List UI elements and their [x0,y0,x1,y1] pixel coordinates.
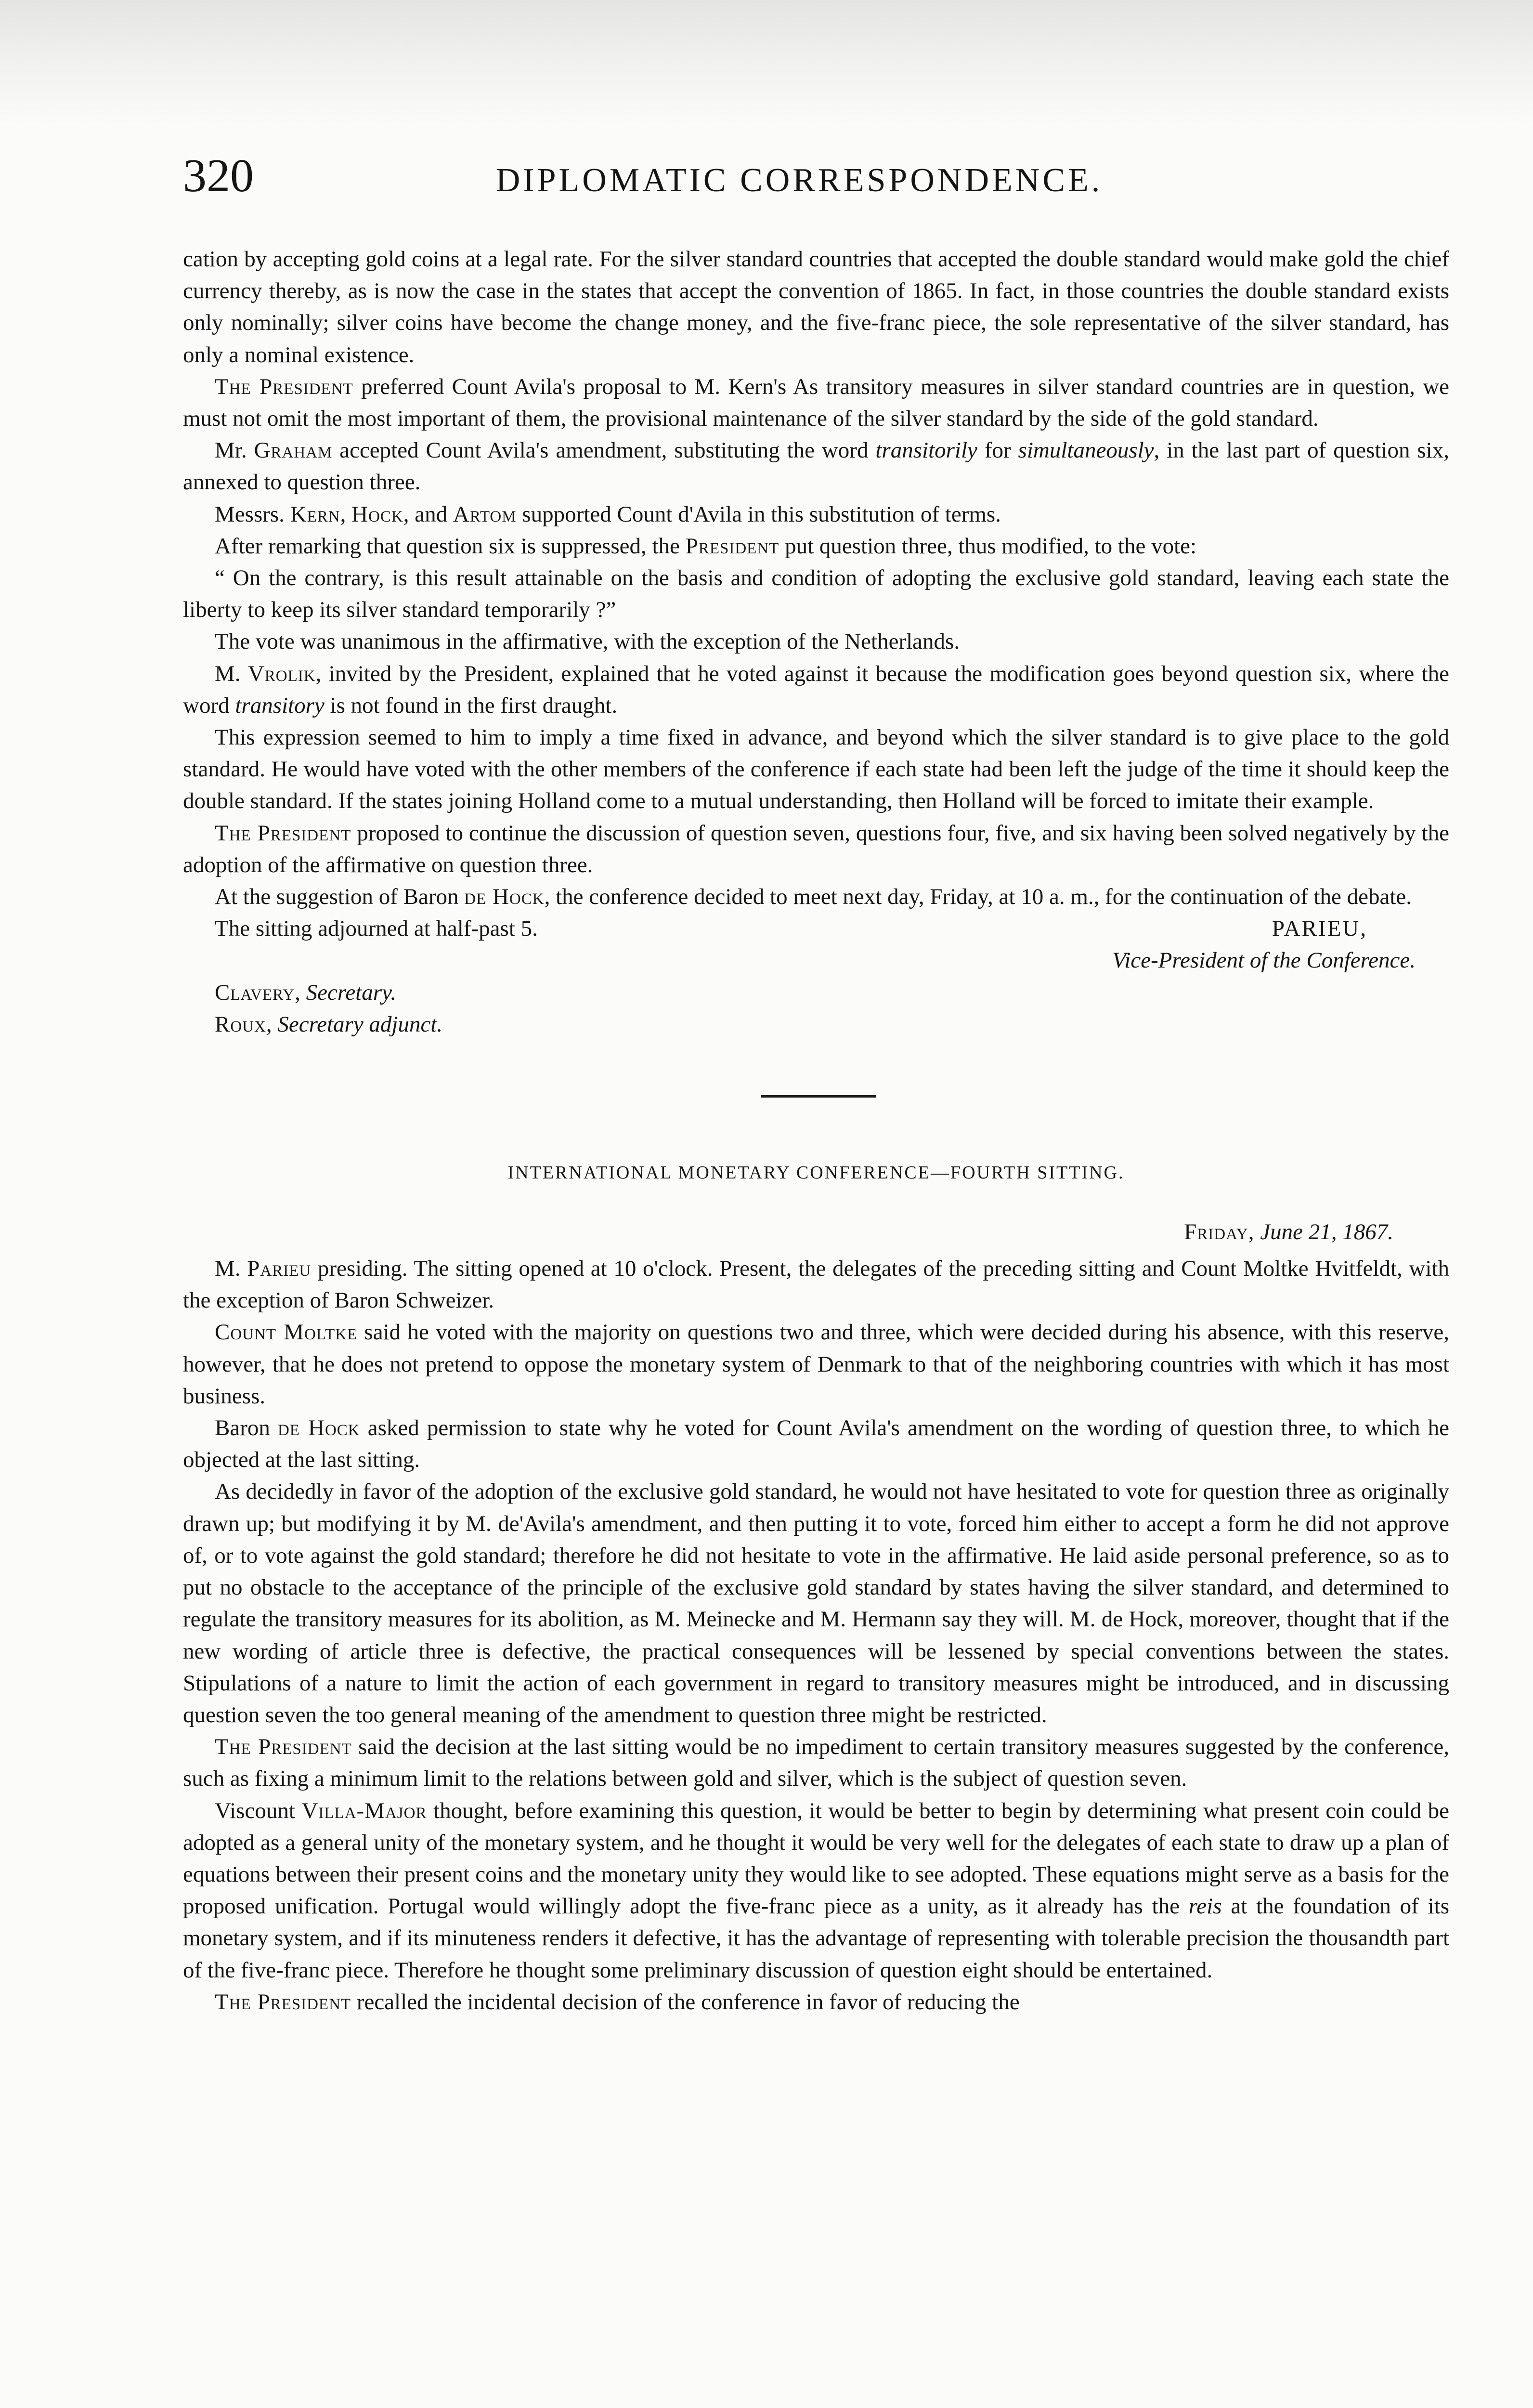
emphasis-word: transitory [235,693,325,718]
scan-margin-shadow [0,0,1533,125]
speaker-name: The President [215,820,351,846]
speaker-name: President [685,533,779,559]
paragraph-exclusive-gold: As decidedly in favor of the adoption of the exclusive gold standard, he would not have hesitated to vote for question three as originally drawn up; but modifying it by M. de'Avila's amendment, and then putting it to vote, forced him either to accept a form he did not approve of, or to vote against the gold standard; therefore he did not hesitate to vote in the affirmative. He laid aside personal preference, so as to put no obstacle to the acceptance of the principle of the exclusive gold standard by states having the silver standard, and determined to regulate the transitory measures for its abolition, as M. Meinecke and M. Hermann say they will. M. de Hock, moreover, thought that if the new wording of article three is defective, the practical consequences will be lessened by special conventions between the states. Stipulations of a nature to limit the action of each government in regard to transitory measures might be introduced, and in discussing question seven the too general meaning of the amendment to question three might be restricted. [183,1479,1449,1727]
running-title: DIPLOMATIC CORRESPONDENCE. [495,162,1103,199]
speaker-name: Villa-Major [301,1798,427,1823]
speaker-name: The President [215,374,353,399]
speaker-name: Count Moltke [215,1320,358,1345]
speaker-name: The President [215,1989,351,2015]
signature-role: Vice-President of the Conference. [1112,948,1416,973]
signature-name: PARIEU, [1272,916,1367,942]
paragraph-opening: M. Parieu presiding. The sitting opened at 10 o'clock. Present, the delegates of the preceding sitting and Count Moltke Hvitfeldt, with the exception of Baron Schweizer. [183,1256,1449,1313]
paragraph-villa-major: Viscount Villa-Major thought, before examining this question, it would be better to begin by determining what present coin could be adopted as a general unity of the monetary system, and he thought it would be very well for the delegates of each state to draw up a plan of equations between their present coins and the monetary unity they would like to see adopted. These equations might serve as a basis for the proposed unification. Portugal would willingly adopt the five-franc piece as a unity, as it already has the reis at the foundation of its monetary system, and if its minuteness renders it defective, it has the advantage of representing with tolerable precision the thousandth part of the five-franc piece. Therefore he thought some preliminary discussion of question eight should be entertained. [183,1798,1450,1983]
speaker-name: Parieu [247,1256,312,1282]
paragraph-vote-result: The vote was unanimous in the affirmative, with the exception of the Netherlands. [215,629,960,654]
paragraph-next-meeting: At the suggestion of Baron de Hock, the conference decided to meet next day, Friday, at 10 a. m., for the continuation of the debate. [215,884,1412,910]
paragraph-de-hock: Baron de Hock asked permission to state why he voted for Count Avila's amendment on the wording of question three, to which he objected at the last sitting. [183,1415,1449,1473]
paragraph-question-three-vote: After remarking that question six is suppressed, the President put question three, thus modified, to the vote: [215,533,1197,559]
secretary-title: Secretary. [306,980,397,1005]
divider-rule [761,1095,876,1098]
paragraph-question-seven: The President proposed to continue the discussion of question seven, questions four, five, and six having been solved negatively by the adoption of the affirmative on question three. [183,820,1449,877]
date-rest: June 21, 1867. [1260,1219,1393,1245]
page-number: 320 [183,150,254,202]
section-heading: INTERNATIONAL MONETARY CONFERENCE—FOURTH SITTING. [507,1163,1125,1183]
secretary-adjunct-title: Secretary adjunct. [277,1011,443,1037]
secretary-name: Clavery [215,980,295,1005]
adjournment-line [183,913,1449,944]
speaker-name: de Hock [277,1415,360,1441]
paragraph-president-decision: The President said the decision at the last sitting would be no impediment to certain transitory measures suggested by the conference, such as fixing a minimum limit to the relations between gold and silver, which is the subject of question seven. [183,1734,1449,1792]
secretary-line: Clavery, Secretary. [215,980,397,1005]
dateline [183,1216,1449,1253]
emphasis-word: simultaneously [1018,438,1154,463]
date-day: Friday, [1184,1219,1255,1245]
body-text [183,243,1449,2018]
speaker-name: The President [215,1734,352,1760]
paragraph-expression: This expression seemed to him to imply a time fixed in advance, and beyond which the silver standard is to give place to the gold standard. He would have voted with the other members of the conference if each state had been left the judge of the time it should keep the double standard. If the states joining Holland come to a mutual understanding, then Holland will be forced to imitate their example. [183,725,1449,814]
speaker-name: Hock [351,501,403,527]
speaker-name: Artom [453,501,517,527]
paragraph-president-recalled: The President recalled the incidental decision of the conference in favor of reducing the [215,1989,1020,2015]
speaker-name: Kern [290,501,340,527]
adjournment-text: The sitting adjourned at half-past 5. [215,916,538,942]
running-head [183,144,1416,212]
section-divider [183,1040,1449,1158]
emphasis-word: transitorily [875,438,977,463]
paragraph-vrolik: M. Vrolik, invited by the President, explained that he voted against it because the modification goes beyond question six, where the word transitory is not found in the first draught. [183,661,1449,718]
paragraph-graham: Mr. Graham accepted Count Avila's amendment, substituting the word transitorily for simultaneously, in the last part of question six, annexed to question three. [183,438,1449,495]
speaker-name: Vrolik [247,661,316,686]
emphasis-word: reis [1188,1894,1222,1919]
speaker-name: Graham [254,438,333,463]
secretary-adjunct-line: Roux, Secretary adjunct. [215,1011,443,1037]
paragraph-quoted-question: “ On the contrary, is this result attainable on the basis and condition of adopting the exclusive gold standard, leaving each state the liberty to keep its silver standard temporarily ?” [183,565,1449,623]
paragraph-president-avila [183,371,1449,434]
speaker-name: de Hock [464,884,545,910]
secretary-adjunct-name: Roux [215,1011,266,1037]
paragraph-kern-hock-artom: Messrs. Kern, Hock, and Artom supported Count d'Avila in this substitution of terms. [215,501,1001,527]
paragraph-text: preferred Count Avila's proposal to M. Kern's As transitory measures in silver standard countries are in question, we must not omit the most important of them, the provisional maintenance of the silver standard by the side of the gold standard. [183,374,1450,432]
paragraph-moltke: Count Moltke said he voted with the majority on questions two and three, which were decided during his absence, with this reserve, however, that he does not pretend to oppose the monetary system of Denmark to that of the neighboring countries with which it has most business. [183,1320,1449,1409]
paragraph-continuation: cation by accepting gold coins at a legal rate. For the silver standard countries that accepted the double standard would make gold the chief currency thereby, as is now the case in the states that accept the convention of 1865. In fact, in those countries the double standard exists only nominally; silver coins have become the change money, and the five-franc piece, the sole representative of the silver standard, has only a nominal existence. [183,247,1449,367]
